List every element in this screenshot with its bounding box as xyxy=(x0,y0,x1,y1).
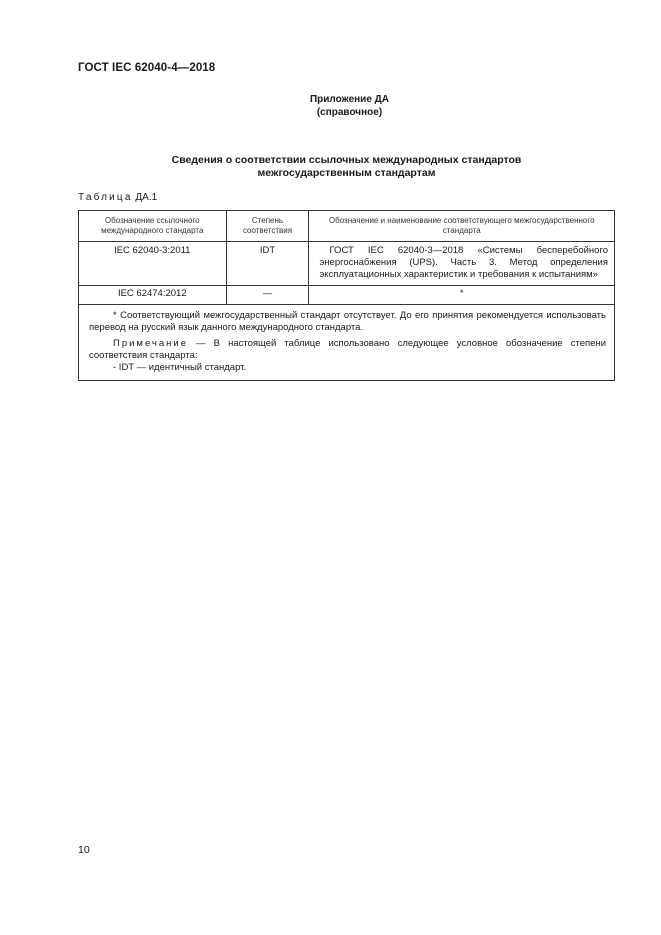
table-notes xyxy=(79,305,615,381)
cell-reference-code: IEC 62040-3:2011 xyxy=(79,242,227,286)
document-code: ГОСТ IEC 62040-4—2018 xyxy=(78,62,216,74)
correspondence-table xyxy=(78,210,615,381)
table-header-row xyxy=(79,211,615,242)
cell-degree: IDT xyxy=(226,242,309,286)
footnote: * Соответствующий межгосударственный стандарт отсутствует. До его принятия рекомендуется использовать перевод на русский язык данного международного стандарта. xyxy=(89,310,606,333)
table-caption-word: Таблица xyxy=(78,192,133,203)
note-list-item: - IDT — идентичный стандарт. xyxy=(113,362,247,373)
cell-degree: — xyxy=(226,286,309,305)
table-row xyxy=(79,242,615,286)
note-text: — В настоящей таблице использовано следующее условное обозначение степени соответствия стандарта: xyxy=(89,338,606,361)
column-header-reference-standard: Обозначение ссылочного международного стандарта xyxy=(79,211,227,242)
section-title xyxy=(78,154,615,180)
cell-description: ГОСТ IEC 62040-3—2018 «Системы бесперебойного энергоснабжения (UPS). Часть 3. Метод определения эксплуатационных характеристик и требования к испытаниям» xyxy=(309,242,615,286)
table-notes-row xyxy=(79,305,615,381)
appendix-subtitle: (справочное) xyxy=(316,107,383,118)
cell-reference-code: IEC 62474:2012 xyxy=(79,286,227,305)
table-caption xyxy=(78,192,157,203)
section-title-line-2: межгосударственным стандартам xyxy=(257,167,436,179)
appendix-title: Приложение ДА xyxy=(309,94,390,105)
column-header-interstate-standard: Обозначение и наименование соответствующего межгосударственного стандарта xyxy=(309,211,615,242)
table-caption-number: ДА.1 xyxy=(135,192,158,203)
note-label: Примечание xyxy=(113,338,188,349)
section-title-line-1: Сведения о соответствии ссылочных международных стандартов xyxy=(171,154,522,166)
table-row xyxy=(79,286,615,305)
column-header-degree: Степень соответствия xyxy=(226,211,309,242)
appendix-heading xyxy=(0,93,661,119)
page-number: 10 xyxy=(78,844,90,856)
cell-description: * xyxy=(309,286,615,305)
note xyxy=(89,338,606,362)
